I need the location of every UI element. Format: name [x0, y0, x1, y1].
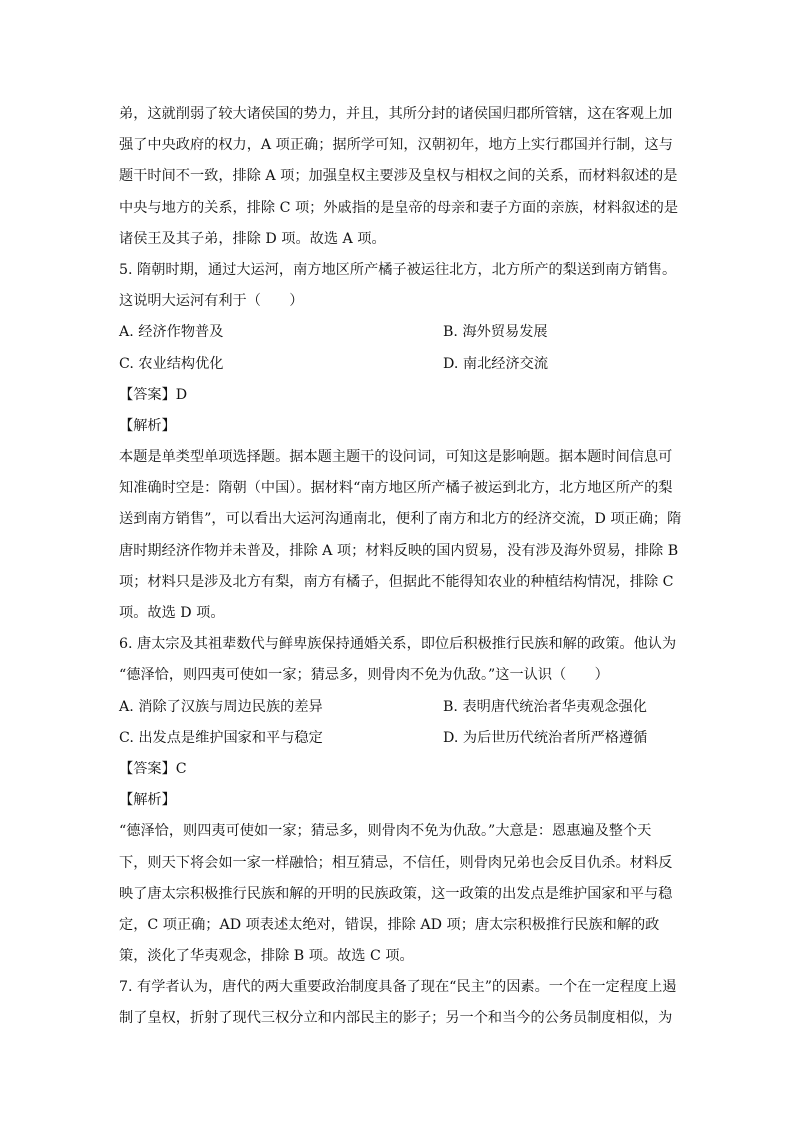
option-a: A. 经济作物普及 [119, 324, 224, 341]
question-6 [119, 629, 689, 972]
option-b: B. 表明唐代统治者华夷观念强化 [443, 698, 647, 715]
question-stem: “德泽恰，则四夷可使如一家；猜忌多，则骨肉不免为仇敌。”这一认识（ ） [119, 667, 609, 684]
question-stem: 6. 唐太宗及其祖辈数代与鲜卑族保持通婚关系，即位后积极推行民族和解的政策。他认为 [119, 636, 677, 653]
question-5 [119, 255, 689, 629]
option-c: C. 出发点是维护国家和平与稳定 [119, 729, 323, 746]
analysis-line: 项；材料只是涉及北方有梨，南方有橘子，但据此不能得知农业的种植结构情况，排除 C [119, 573, 674, 590]
answer-label: 【答案】C [119, 760, 187, 777]
option-row [119, 692, 689, 723]
option-a: A. 消除了汉族与周边民族的差异 [119, 698, 323, 715]
answer-label: 【答案】D [119, 386, 188, 403]
text-line: 诸侯王及其子弟，排除 D 项。故选 A 项。 [119, 230, 386, 247]
analysis-line: 本题是单类型单项选择题。据本题主题干的设问词，可知这是影响题。据本题时间信息可 [119, 449, 673, 466]
analysis-line: 定，C 项正确；AD 项表述太绝对，错误，排除 AD 项；唐太宗积极推行民族和解的政 [119, 916, 660, 933]
question-stem: 制了皇权，折射了现代三权分立和内部民主的影子；另一个和当今的公务员制度相似，为 [119, 1010, 673, 1027]
question-stem: 这说明大运河有利于（ ） [119, 293, 304, 310]
analysis-label: 【解析】 [119, 792, 176, 809]
text-line: 弟，这就削弱了较大诸侯国的势力，并且，其所分封的诸侯国归郡所管辖，这在客观上加 [119, 106, 673, 122]
analysis-line: 送到南方销售”，可以看出大运河沟通南北，便利了南方和北方的经济交流，D 项正确；隋 [119, 511, 682, 528]
text-line: 强了中央政府的权力，A 项正确；据所学可知，汉朝初年，地方上实行郡国并行制，这与 [119, 137, 673, 154]
question-7 [119, 972, 689, 1034]
question-stem: 5. 隋朝时期，通过大运河，南方地区所产橘子被运往北方，北方所产的梨送到南方销售。 [119, 261, 677, 278]
option-row [119, 349, 689, 380]
option-d: D. 南北经济交流 [443, 355, 549, 372]
analysis-line: 项。故选 D 项。 [119, 605, 225, 621]
option-row [119, 317, 689, 348]
continued-analysis [119, 99, 689, 255]
text-line: 题干时间不一致，排除 A 项；加强皇权主要涉及皇权与相权之间的关系，而材料叙述的是 [119, 168, 678, 185]
analysis-line: 下，则天下将会如一家一样融恰；相互猜忌，不信任，则骨肉兄弟也会反目仇杀。材料反 [119, 854, 673, 871]
option-c: C. 农业结构优化 [119, 355, 224, 372]
document-body [119, 99, 689, 1035]
analysis-line: 知准确时空是：隋朝（中国）。据材料“南方地区所产橘子被运到北方，北方地区所产的梨 [119, 480, 673, 497]
analysis-line: “德泽恰，则四夷可使如一家；猜忌多，则骨肉不免为仇敌。”大意是：恩惠遍及整个天 [119, 823, 652, 840]
option-b: B. 海外贸易发展 [443, 324, 548, 341]
analysis-label: 【解析】 [119, 417, 176, 434]
question-stem: 7. 有学者认为，唐代的两大重要政治制度具备了现在“民主”的因素。一个在一定程度上遏 [119, 979, 677, 996]
analysis-line: 策，淡化了华夷观念，排除 B 项。故选 C 项。 [119, 948, 414, 965]
analysis-line: 唐时期经济作物并未普及，排除 A 项；材料反映的国内贸易，没有涉及海外贸易，排除 B [119, 542, 679, 559]
analysis-line: 映了唐太宗积极推行民族和解的开明的民族政策，这一政策的出发点是维护国家和平与稳 [119, 885, 673, 902]
option-d: D. 为后世历代统治者所严格遵循 [443, 729, 648, 746]
text-line: 中央与地方的关系，排除 C 项；外戚指的是皇帝的母亲和妻子方面的亲族，材料叙述的是 [119, 199, 679, 216]
option-row [119, 723, 689, 754]
